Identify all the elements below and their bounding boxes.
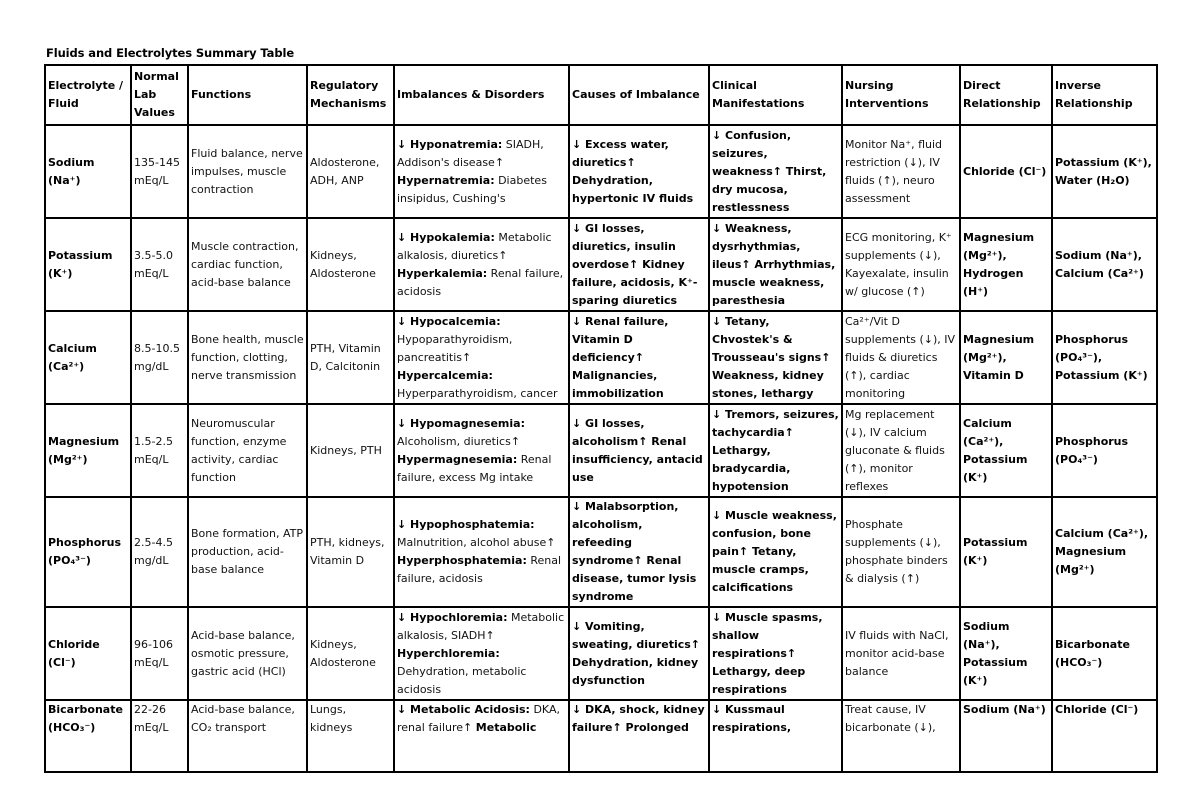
- table-body: [45, 125, 1157, 772]
- imbalance-low-text: Metabolic alkalosis, diuretics↑: [397, 230, 556, 262]
- cell-electrolyte: Phosphorus (PO₄³⁻): [45, 497, 131, 607]
- imbalance-low-text: DKA, renal failure↑: [397, 703, 564, 734]
- cell-manifestations: ↓ Kussmaul respirations,: [709, 700, 842, 772]
- cell-inverse: Potassium (K⁺), Water (H₂O): [1052, 125, 1157, 218]
- table-row: [45, 125, 1157, 218]
- cell-imbalances: [394, 607, 569, 700]
- cell-electrolyte: Chloride (Cl⁻): [45, 607, 131, 700]
- cell-lab-values: 1.5-2.5 mEq/L: [131, 404, 188, 497]
- cell-causes: ↓ Excess water, diuretics↑ Dehydration, hypertonic IV fluids: [569, 125, 709, 218]
- col-header-inverse: Inverse Relationship: [1052, 65, 1157, 125]
- cell-lab-values: 96-106 mEq/L: [131, 607, 188, 700]
- cell-interventions: IV fluids with NaCl, monitor acid-base balance: [842, 607, 960, 700]
- imbalance-low-text: Alcoholism, diuretics↑: [397, 416, 529, 448]
- imbalance-low-label: ↓ Hyponatremia:: [397, 137, 503, 151]
- table-row: [45, 497, 1157, 607]
- imbalance-low-text: Malnutrition, alcohol abuse↑: [397, 518, 559, 549]
- cell-functions: Neuromuscular function, enzyme activity, cardiac function: [188, 404, 307, 497]
- cell-inverse: Calcium (Ca²⁺), Magnesium (Mg²⁺): [1052, 497, 1157, 607]
- cell-direct: Potassium (K⁺): [960, 497, 1052, 607]
- table-row: [45, 607, 1157, 700]
- table-row: [45, 404, 1157, 497]
- cell-interventions: Mg replacement (↓), IV calcium gluconate & fluids (↑), monitor reflexes: [842, 404, 960, 497]
- imbalance-high-text: Renal failure, acidosis: [397, 266, 567, 298]
- cell-lab-values: 8.5-10.5 mg/dL: [131, 311, 188, 404]
- col-header-regulatory: Regulatory Mechanisms: [307, 65, 394, 125]
- cell-electrolyte: Calcium (Ca²⁺): [45, 311, 131, 404]
- cell-inverse: Sodium (Na⁺), Calcium (Ca²⁺): [1052, 218, 1157, 311]
- cell-manifestations: ↓ Muscle spasms, shallow respirations↑ Lethargy, deep respirations: [709, 607, 842, 700]
- imbalance-high-text: Dehydration, metabolic acidosis: [397, 646, 530, 696]
- cell-causes: ↓ GI losses, alcoholism↑ Renal insufficiency, antacid use: [569, 404, 709, 497]
- cell-electrolyte: Sodium (Na⁺): [45, 125, 131, 218]
- cell-imbalances: [394, 311, 569, 404]
- cell-causes: ↓ Malabsorption, alcoholism, refeeding syndrome↑ Renal disease, tumor lysis syndrome: [569, 497, 709, 607]
- cell-imbalances: [394, 700, 569, 772]
- cell-lab-values: 22-26 mEq/L: [131, 700, 188, 772]
- cell-causes: ↓ Vomiting, sweating, diuretics↑ Dehydration, kidney dysfunction: [569, 607, 709, 700]
- cell-regulatory: Aldosterone, ADH, ANP: [307, 125, 394, 218]
- imbalance-low-label: ↓ Hypomagnesemia:: [397, 416, 525, 430]
- imbalance-low-text: Metabolic alkalosis, SIADH↑: [397, 610, 568, 642]
- cell-functions: Fluid balance, nerve impulses, muscle contraction: [188, 125, 307, 218]
- cell-causes: ↓ GI losses, diuretics, insulin overdose↑ Kidney failure, acidosis, K⁺-sparing diuretics: [569, 218, 709, 311]
- imbalance-high-text: Renal failure, acidosis: [397, 554, 565, 585]
- cell-manifestations: ↓ Confusion, seizures, weakness↑ Thirst, dry mucosa, restlessness: [709, 125, 842, 218]
- cell-direct: Calcium (Ca²⁺), Potassium (K⁺): [960, 404, 1052, 497]
- col-header-causes: Causes of Imbalance: [569, 65, 709, 125]
- cell-electrolyte: Magnesium (Mg²⁺): [45, 404, 131, 497]
- cell-functions: Acid-base balance, CO₂ transport: [188, 700, 307, 772]
- cell-functions: Bone health, muscle function, clotting, nerve transmission: [188, 311, 307, 404]
- imbalance-low-label: ↓ Hypochloremia:: [397, 610, 508, 624]
- cell-interventions: Ca²⁺/Vit D supplements (↓), IV fluids & diuretics (↑), cardiac monitoring: [842, 311, 960, 404]
- cell-manifestations: ↓ Tetany, Chvostek's & Trousseau's signs↑ Weakness, kidney stones, lethargy: [709, 311, 842, 404]
- imbalance-high-label: Metabolic: [475, 721, 537, 734]
- cell-inverse: Phosphorus (PO₄³⁻), Potassium (K⁺): [1052, 311, 1157, 404]
- cell-interventions: Phosphate supplements (↓), phosphate binders & dialysis (↑): [842, 497, 960, 607]
- cell-imbalances: [394, 404, 569, 497]
- document-title: Fluids and Electrolytes Summary Table: [46, 46, 295, 60]
- cell-lab-values: 2.5-4.5 mg/dL: [131, 497, 188, 607]
- cell-direct: Sodium (Na⁺), Potassium (K⁺): [960, 607, 1052, 700]
- imbalance-high-text: Hyperparathyroidism, cancer: [397, 368, 558, 400]
- table-row: [45, 218, 1157, 311]
- cell-lab-values: 135-145 mEq/L: [131, 125, 188, 218]
- summary-table: [44, 64, 1158, 773]
- cell-inverse: Bicarbonate (HCO₃⁻): [1052, 607, 1157, 700]
- cell-functions: Bone formation, ATP production, acid-base balance: [188, 497, 307, 607]
- cell-regulatory: Lungs, kidneys: [307, 700, 394, 772]
- imbalance-high-label: Hyperphosphatemia:: [397, 554, 527, 567]
- cell-regulatory: Kidneys, Aldosterone: [307, 218, 394, 311]
- cell-regulatory: Kidneys, PTH: [307, 404, 394, 497]
- col-header-manifestations: Clinical Manifestations: [709, 65, 842, 125]
- imbalance-high-text: Diabetes insipidus, Cushing's: [397, 173, 551, 205]
- imbalance-high-label: Hypernatremia:: [397, 173, 495, 187]
- cell-regulatory: PTH, kidneys, Vitamin D: [307, 497, 394, 607]
- cell-imbalances: [394, 125, 569, 218]
- cell-interventions: Treat cause, IV bicarbonate (↓),: [842, 700, 960, 772]
- imbalance-low-label: ↓ Hypocalcemia:: [397, 314, 501, 328]
- imbalance-high-label: Hyperkalemia:: [397, 266, 488, 280]
- table-row: [45, 700, 1157, 772]
- cell-interventions: Monitor Na⁺, fluid restriction (↓), IV fluids (↑), neuro assessment: [842, 125, 960, 218]
- cell-causes: ↓ Renal failure, Vitamin D deficiency↑ Malignancies, immobilization: [569, 311, 709, 404]
- cell-inverse: Chloride (Cl⁻): [1052, 700, 1157, 772]
- cell-direct: Magnesium (Mg²⁺), Hydrogen (H⁺): [960, 218, 1052, 311]
- cell-manifestations: ↓ Tremors, seizures, tachycardia↑ Lethargy, bradycardia, hypotension: [709, 404, 842, 497]
- cell-direct: Magnesium (Mg²⁺), Vitamin D: [960, 311, 1052, 404]
- imbalance-low-text: Hypoparathyroidism, pancreatitis↑: [397, 314, 516, 364]
- col-header-functions: Functions: [188, 65, 307, 125]
- cell-functions: Acid-base balance, osmotic pressure, gastric acid (HCl): [188, 607, 307, 700]
- cell-manifestations: ↓ Muscle weakness, confusion, bone pain↑ Tetany, muscle cramps, calcifications: [709, 497, 842, 607]
- imbalance-high-label: Hypermagnesemia:: [397, 452, 518, 466]
- cell-interventions: ECG monitoring, K⁺ supplements (↓), Kayexalate, insulin w/ glucose (↑): [842, 218, 960, 311]
- col-header-lab-values: Normal Lab Values: [131, 65, 188, 125]
- col-header-interventions: Nursing Interventions: [842, 65, 960, 125]
- cell-regulatory: PTH, Vitamin D, Calcitonin: [307, 311, 394, 404]
- imbalance-low-text: SIADH, Addison's disease↑: [397, 137, 548, 169]
- cell-manifestations: ↓ Weakness, dysrhythmias, ileus↑ Arrhythmias, muscle weakness, paresthesia: [709, 218, 842, 311]
- imbalance-high-label: Hyperchloremia:: [397, 646, 500, 660]
- imbalance-high-text: Renal failure, excess Mg intake: [397, 452, 555, 484]
- cell-causes: ↓ DKA, shock, kidney failure↑ Prolonged: [569, 700, 709, 772]
- cell-regulatory: Kidneys, Aldosterone: [307, 607, 394, 700]
- table-row: [45, 311, 1157, 404]
- col-header-imbalances: Imbalances & Disorders: [394, 65, 569, 125]
- summary-table-container: [44, 64, 1156, 734]
- cell-electrolyte: Bicarbonate (HCO₃⁻): [45, 700, 131, 772]
- cell-imbalances: [394, 497, 569, 607]
- imbalance-low-label: ↓ Metabolic Acidosis:: [397, 703, 530, 716]
- col-header-electrolyte: Electrolyte / Fluid: [45, 65, 131, 125]
- cell-direct: Chloride (Cl⁻): [960, 125, 1052, 218]
- cell-imbalances: [394, 218, 569, 311]
- imbalance-low-label: ↓ Hypophosphatemia:: [397, 518, 535, 531]
- imbalance-low-label: ↓ Hypokalemia:: [397, 230, 495, 244]
- imbalance-high-label: Hypercalcemia:: [397, 368, 493, 382]
- cell-direct: Sodium (Na⁺): [960, 700, 1052, 772]
- col-header-direct: Direct Relationship: [960, 65, 1052, 125]
- cell-lab-values: 3.5-5.0 mEq/L: [131, 218, 188, 311]
- header-row: [45, 65, 1157, 125]
- cell-electrolyte: Potassium (K⁺): [45, 218, 131, 311]
- cell-inverse: Phosphorus (PO₄³⁻): [1052, 404, 1157, 497]
- cell-functions: Muscle contraction, cardiac function, acid-base balance: [188, 218, 307, 311]
